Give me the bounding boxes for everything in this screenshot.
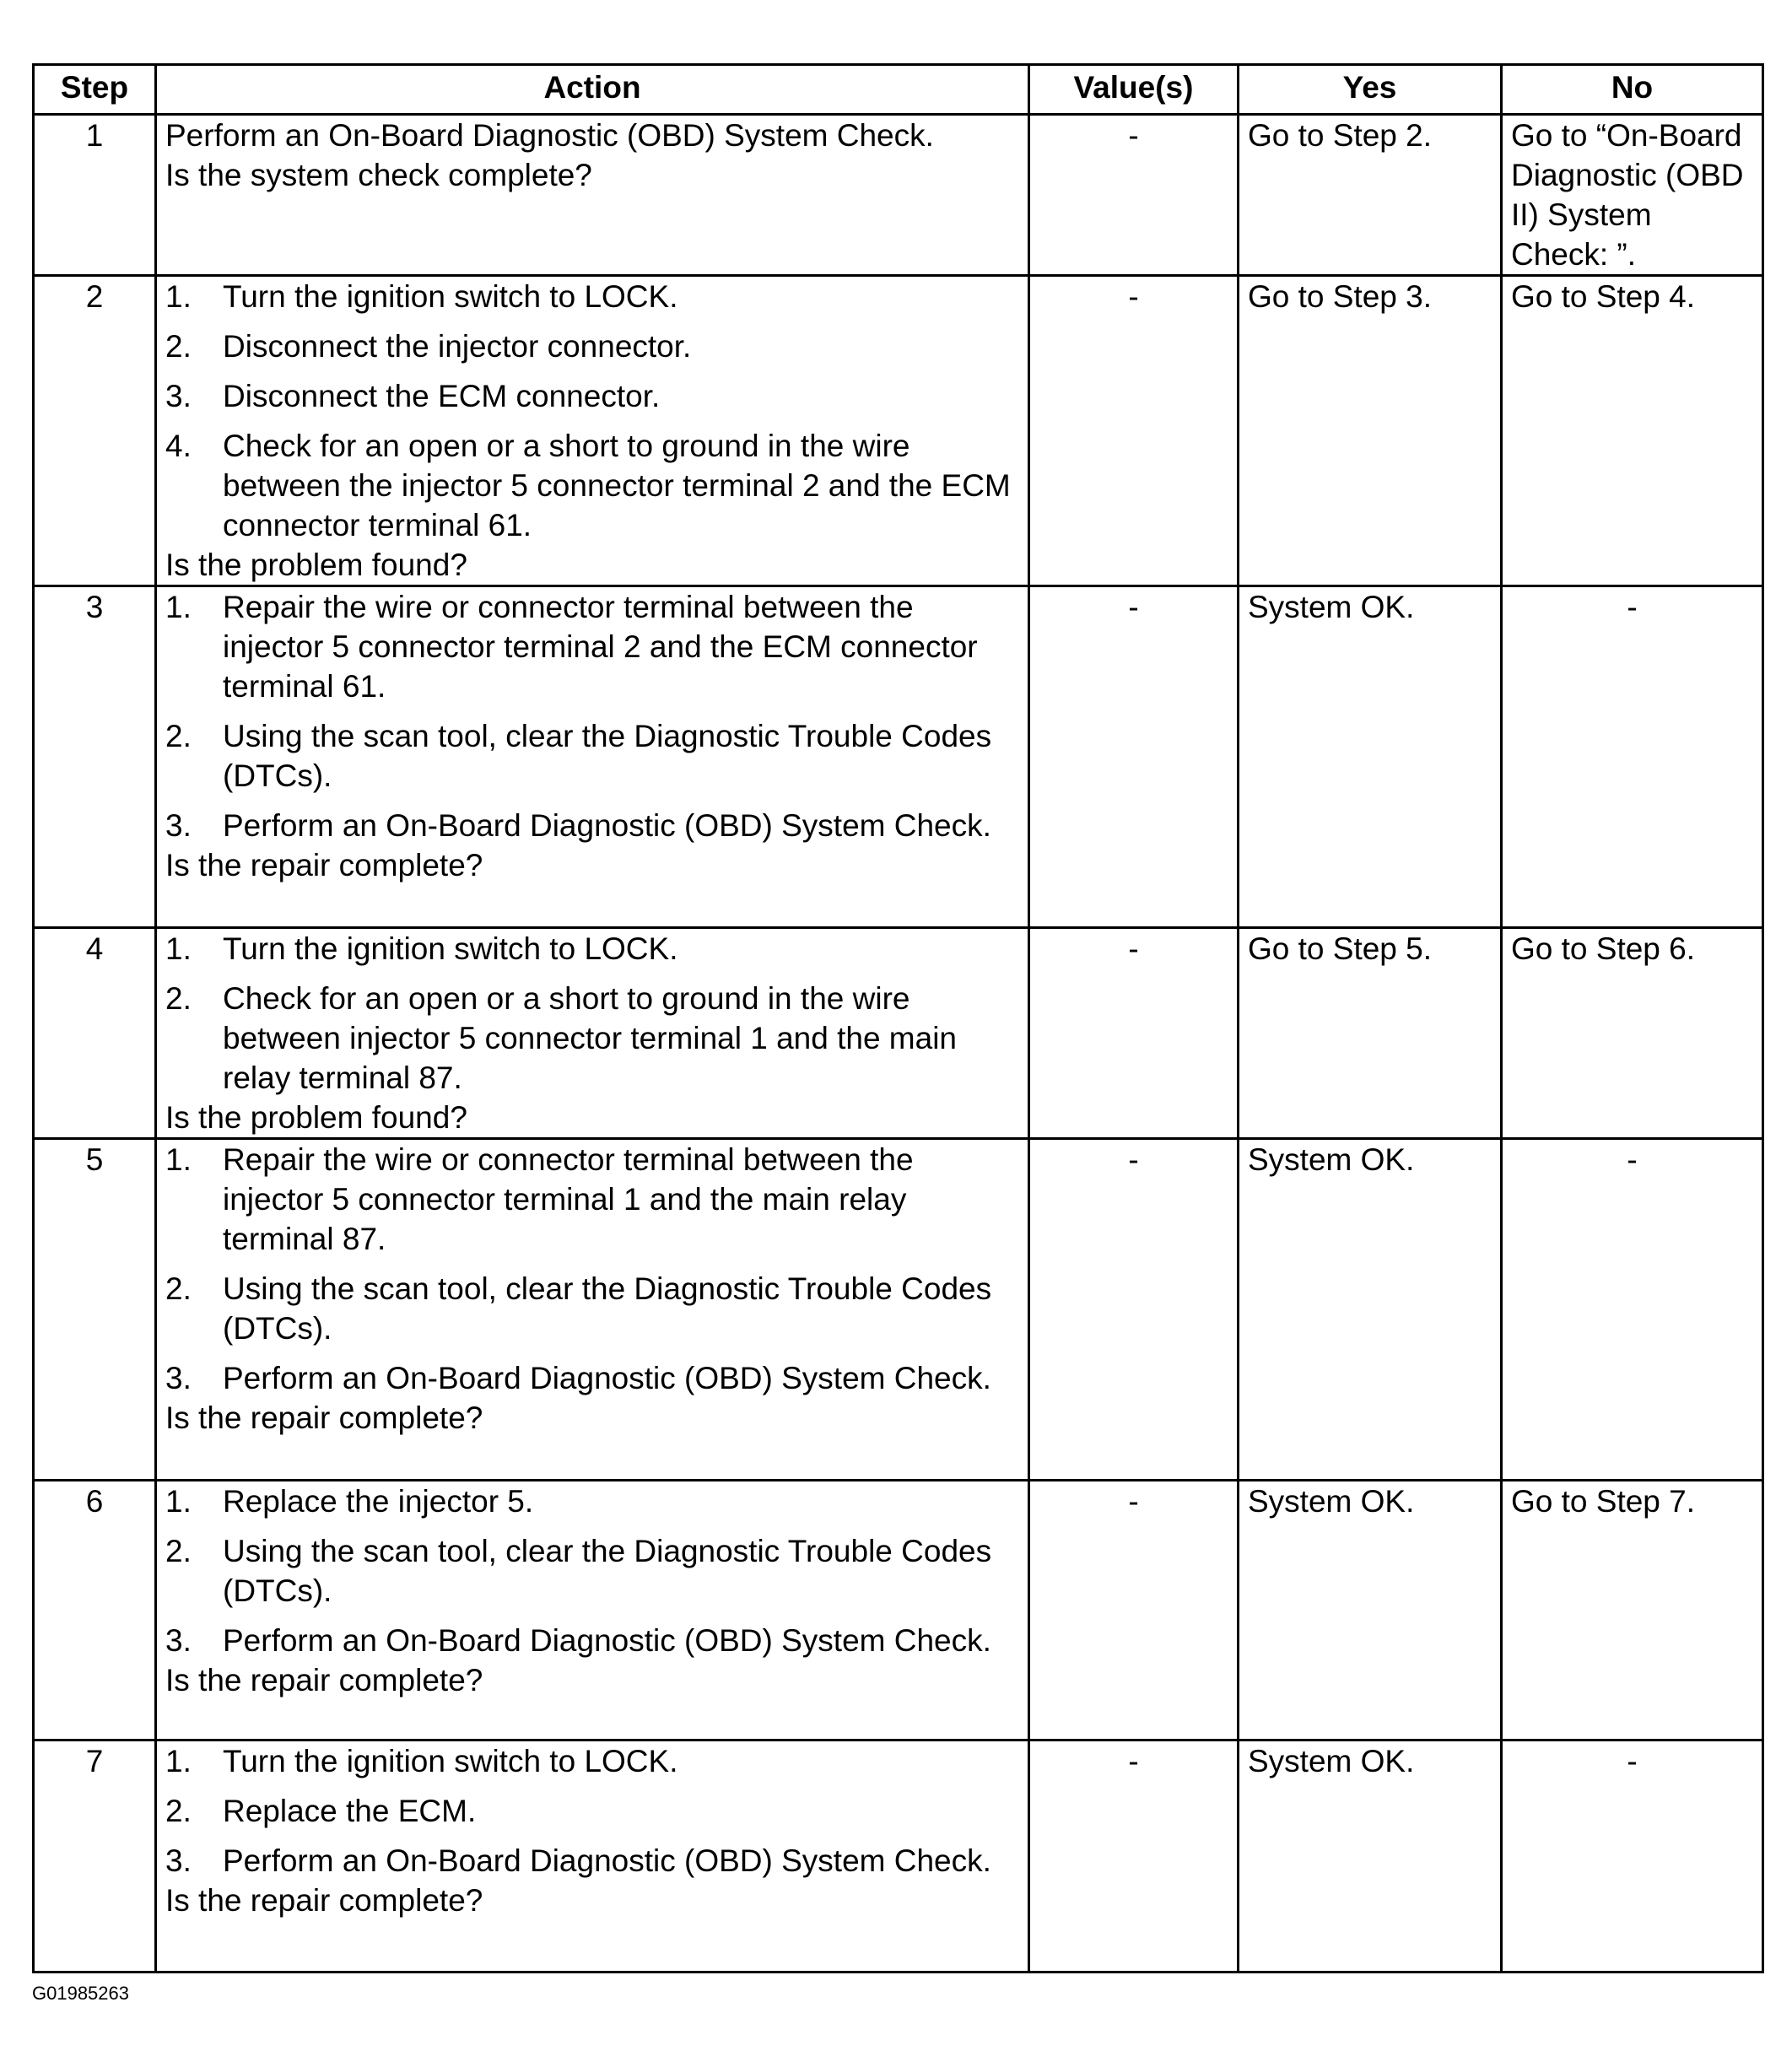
action-item: 2. Using the scan tool, clear the Diagnostic Trouble Codes (DTCs). xyxy=(165,719,992,793)
diagnostic-table xyxy=(32,63,1764,1973)
table-row xyxy=(34,1481,1763,1740)
action-cell xyxy=(156,1740,1029,1973)
action-item: 1. Turn the ignition switch to LOCK. xyxy=(165,1744,678,1778)
no-cell: Go to “On-Board Diagnostic (OBD II) System Check: ”. xyxy=(1502,115,1763,276)
header-yes: Yes xyxy=(1239,65,1502,115)
yes-cell: Go to Step 2. xyxy=(1239,115,1502,276)
yes-cell: System OK. xyxy=(1239,1481,1502,1740)
table-header-row xyxy=(34,65,1763,115)
action-cell xyxy=(156,276,1029,586)
action-item: 3. Perform an On-Board Diagnostic (OBD) System Check. xyxy=(165,1361,991,1395)
action-cell xyxy=(156,1139,1029,1481)
action-item: 1. Turn the ignition switch to LOCK. xyxy=(165,931,678,966)
action-question: Is the problem found? xyxy=(165,548,467,582)
step-number: 4 xyxy=(34,928,156,1139)
yes-cell: Go to Step 5. xyxy=(1239,928,1502,1139)
no-cell: - xyxy=(1502,586,1763,928)
value-cell: - xyxy=(1029,276,1239,586)
action-item: 2. Check for an open or a short to ground in the wire between injector 5 connector terminal 1 and the main relay terminal 87. xyxy=(165,981,958,1095)
action-item: 3. Perform an On-Board Diagnostic (OBD) System Check. xyxy=(165,1843,991,1878)
action-question: Is the system check complete? xyxy=(165,158,592,192)
header-no: No xyxy=(1502,65,1763,115)
table-row xyxy=(34,115,1763,276)
value-cell: - xyxy=(1029,1481,1239,1740)
action-question: Is the repair complete? xyxy=(165,1663,483,1697)
action-list xyxy=(165,1741,1019,1881)
action-text: Perform an On-Board Diagnostic (OBD) System Check. xyxy=(165,118,934,153)
step-number: 1 xyxy=(34,115,156,276)
table-row xyxy=(34,586,1763,928)
action-item: 4. Check for an open or a short to ground in the wire between the injector 5 connector terminal 2 and the ECM connector terminal 61. xyxy=(165,429,1011,542)
yes-cell: System OK. xyxy=(1239,586,1502,928)
value-cell: - xyxy=(1029,586,1239,928)
table-row xyxy=(34,1139,1763,1481)
action-question: Is the repair complete? xyxy=(165,1883,483,1918)
action-item: 2. Replace the ECM. xyxy=(165,1794,477,1828)
value-cell: - xyxy=(1029,1139,1239,1481)
no-cell: - xyxy=(1502,1740,1763,1973)
step-number: 7 xyxy=(34,1740,156,1973)
table-row xyxy=(34,928,1763,1139)
header-action: Action xyxy=(156,65,1029,115)
action-item: 1. Turn the ignition switch to LOCK. xyxy=(165,279,678,314)
yes-cell: System OK. xyxy=(1239,1139,1502,1481)
action-cell xyxy=(156,928,1029,1139)
yes-cell: System OK. xyxy=(1239,1740,1502,1973)
no-cell: Go to Step 4. xyxy=(1502,276,1763,586)
step-number: 6 xyxy=(34,1481,156,1740)
action-cell xyxy=(156,586,1029,928)
step-number: 3 xyxy=(34,586,156,928)
figure-id: G01985263 xyxy=(32,1983,129,2004)
no-cell: Go to Step 6. xyxy=(1502,928,1763,1139)
header-values: Value(s) xyxy=(1029,65,1239,115)
action-item: 2. Disconnect the injector connector. xyxy=(165,329,692,364)
action-item: 1. Replace the injector 5. xyxy=(165,1484,534,1519)
step-number: 5 xyxy=(34,1139,156,1481)
action-item: 3. Disconnect the ECM connector. xyxy=(165,379,661,413)
action-question: Is the problem found? xyxy=(165,1100,467,1135)
action-item: 1. Repair the wire or connector terminal between the injector 5 connector terminal 2 and the ECM connector terminal 61. xyxy=(165,590,978,704)
action-question: Is the repair complete? xyxy=(165,1400,483,1435)
value-cell: - xyxy=(1029,1740,1239,1973)
action-list xyxy=(165,1140,1019,1398)
table-row xyxy=(34,276,1763,586)
no-cell: - xyxy=(1502,1139,1763,1481)
action-list xyxy=(165,929,1019,1098)
table-row xyxy=(34,1740,1763,1973)
action-item: 3. Perform an On-Board Diagnostic (OBD) System Check. xyxy=(165,1623,991,1658)
value-cell: - xyxy=(1029,928,1239,1139)
yes-cell: Go to Step 3. xyxy=(1239,276,1502,586)
action-item: 1. Repair the wire or connector terminal between the injector 5 connector terminal 1 and the main relay terminal 87. xyxy=(165,1142,914,1256)
header-step: Step xyxy=(34,65,156,115)
no-cell: Go to Step 7. xyxy=(1502,1481,1763,1740)
action-item: 2. Using the scan tool, clear the Diagnostic Trouble Codes (DTCs). xyxy=(165,1534,992,1608)
action-item: 2. Using the scan tool, clear the Diagnostic Trouble Codes (DTCs). xyxy=(165,1271,992,1346)
action-item: 3. Perform an On-Board Diagnostic (OBD) System Check. xyxy=(165,808,991,843)
action-list xyxy=(165,1481,1019,1660)
action-cell xyxy=(156,1481,1029,1740)
action-cell xyxy=(156,115,1029,276)
action-question: Is the repair complete? xyxy=(165,848,483,882)
value-cell: - xyxy=(1029,115,1239,276)
step-number: 2 xyxy=(34,276,156,586)
action-list xyxy=(165,587,1019,845)
action-list xyxy=(165,277,1019,545)
